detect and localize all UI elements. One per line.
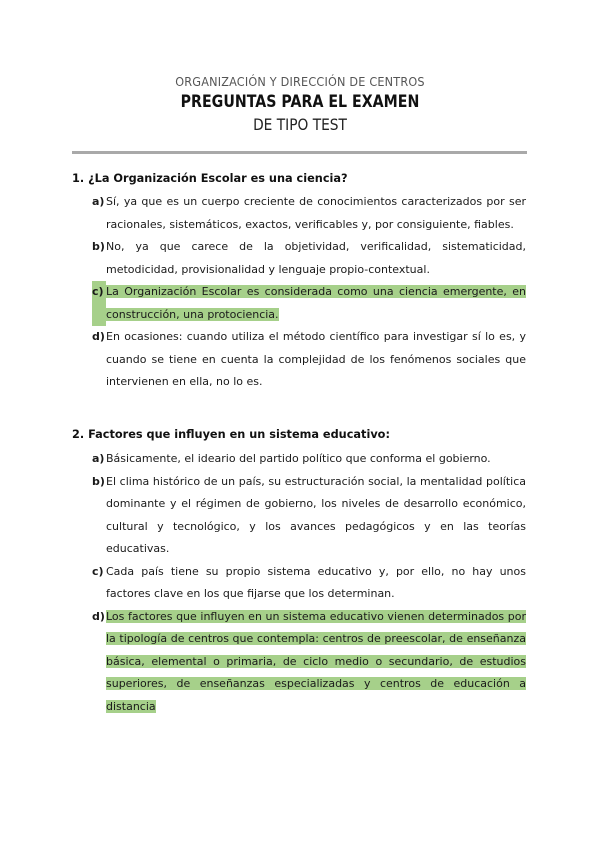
option-letter: a) [92, 195, 105, 208]
option-2d-correct[interactable] [92, 606, 526, 719]
option-text: No, ya que carece de la objetividad, verificalidad, sistematicidad, metodicidad, provisionalidad y lenguaje propio-contextual. [106, 240, 526, 276]
option-letter: c) [92, 564, 104, 578]
option-letter: d) [92, 330, 105, 343]
header-divider [72, 151, 527, 154]
option-text-highlighted: La Organización Escolar es considerada como una ciencia emergente, en construcción, una protociencia. [106, 285, 526, 321]
option-letter: a) [92, 452, 105, 465]
option-2b[interactable] [92, 471, 526, 561]
option-letter: c) [92, 281, 106, 326]
question-1: 1. ¿La Organización Escolar es una ciencia? [72, 172, 348, 185]
option-1d[interactable] [92, 326, 526, 394]
question-1-options [92, 191, 526, 394]
option-letter: d) [92, 609, 105, 623]
option-text: Sí, ya que es un cuerpo creciente de conocimientos caracterizados por ser racionales, sistemáticos, exactos, verificables y, por consiguiente, fiables. [106, 195, 526, 231]
question-2: 2. Factores que influyen en un sistema educativo: [72, 428, 390, 441]
page-title: PREGUNTAS PARA EL EXAMEN [180, 92, 420, 111]
option-2c[interactable] [92, 561, 526, 606]
option-letter: b) [92, 240, 105, 253]
option-text-highlighted: Los factores que influyen en un sistema educativo vienen determinados por la tipología de centros que contempla: centros de preescolar, de enseñanza básica, elemental o primaria, de ciclo medio o secundario, de estudios superiores, de enseñanzas especializadas y centros de educación a distancia [106, 609, 526, 713]
option-text: El clima histórico de un país, su estructuración social, la mentalidad política dominante y el régimen de gobierno, los niveles de desarrollo económico, cultural y tecnológico, y los avances pedagógicos y en las teorías educativas. [106, 474, 526, 555]
option-1c-correct[interactable] [92, 281, 526, 326]
option-text: Cada país tiene su propio sistema educativo y, por ello, no hay unos factores clave en los que fijarse que los determinan. [106, 564, 526, 600]
question-2-options [92, 448, 526, 718]
option-letter: b) [92, 474, 105, 488]
page-title-line2: DE TIPO TEST [253, 115, 347, 134]
option-text: Básicamente, el ideario del partido político que conforma el gobierno. [106, 452, 491, 465]
course-subtitle: ORGANIZACIÓN Y DIRECCIÓN DE CENTROS [175, 74, 425, 89]
option-1a[interactable] [92, 191, 526, 236]
option-text: En ocasiones: cuando utiliza el método científico para investigar sí lo es, y cuando se tiene en cuenta la complejidad de los fenómenos sociales que intervienen en ella, no lo es. [106, 330, 526, 388]
option-2a[interactable] [92, 448, 526, 471]
option-1b[interactable] [92, 236, 526, 281]
